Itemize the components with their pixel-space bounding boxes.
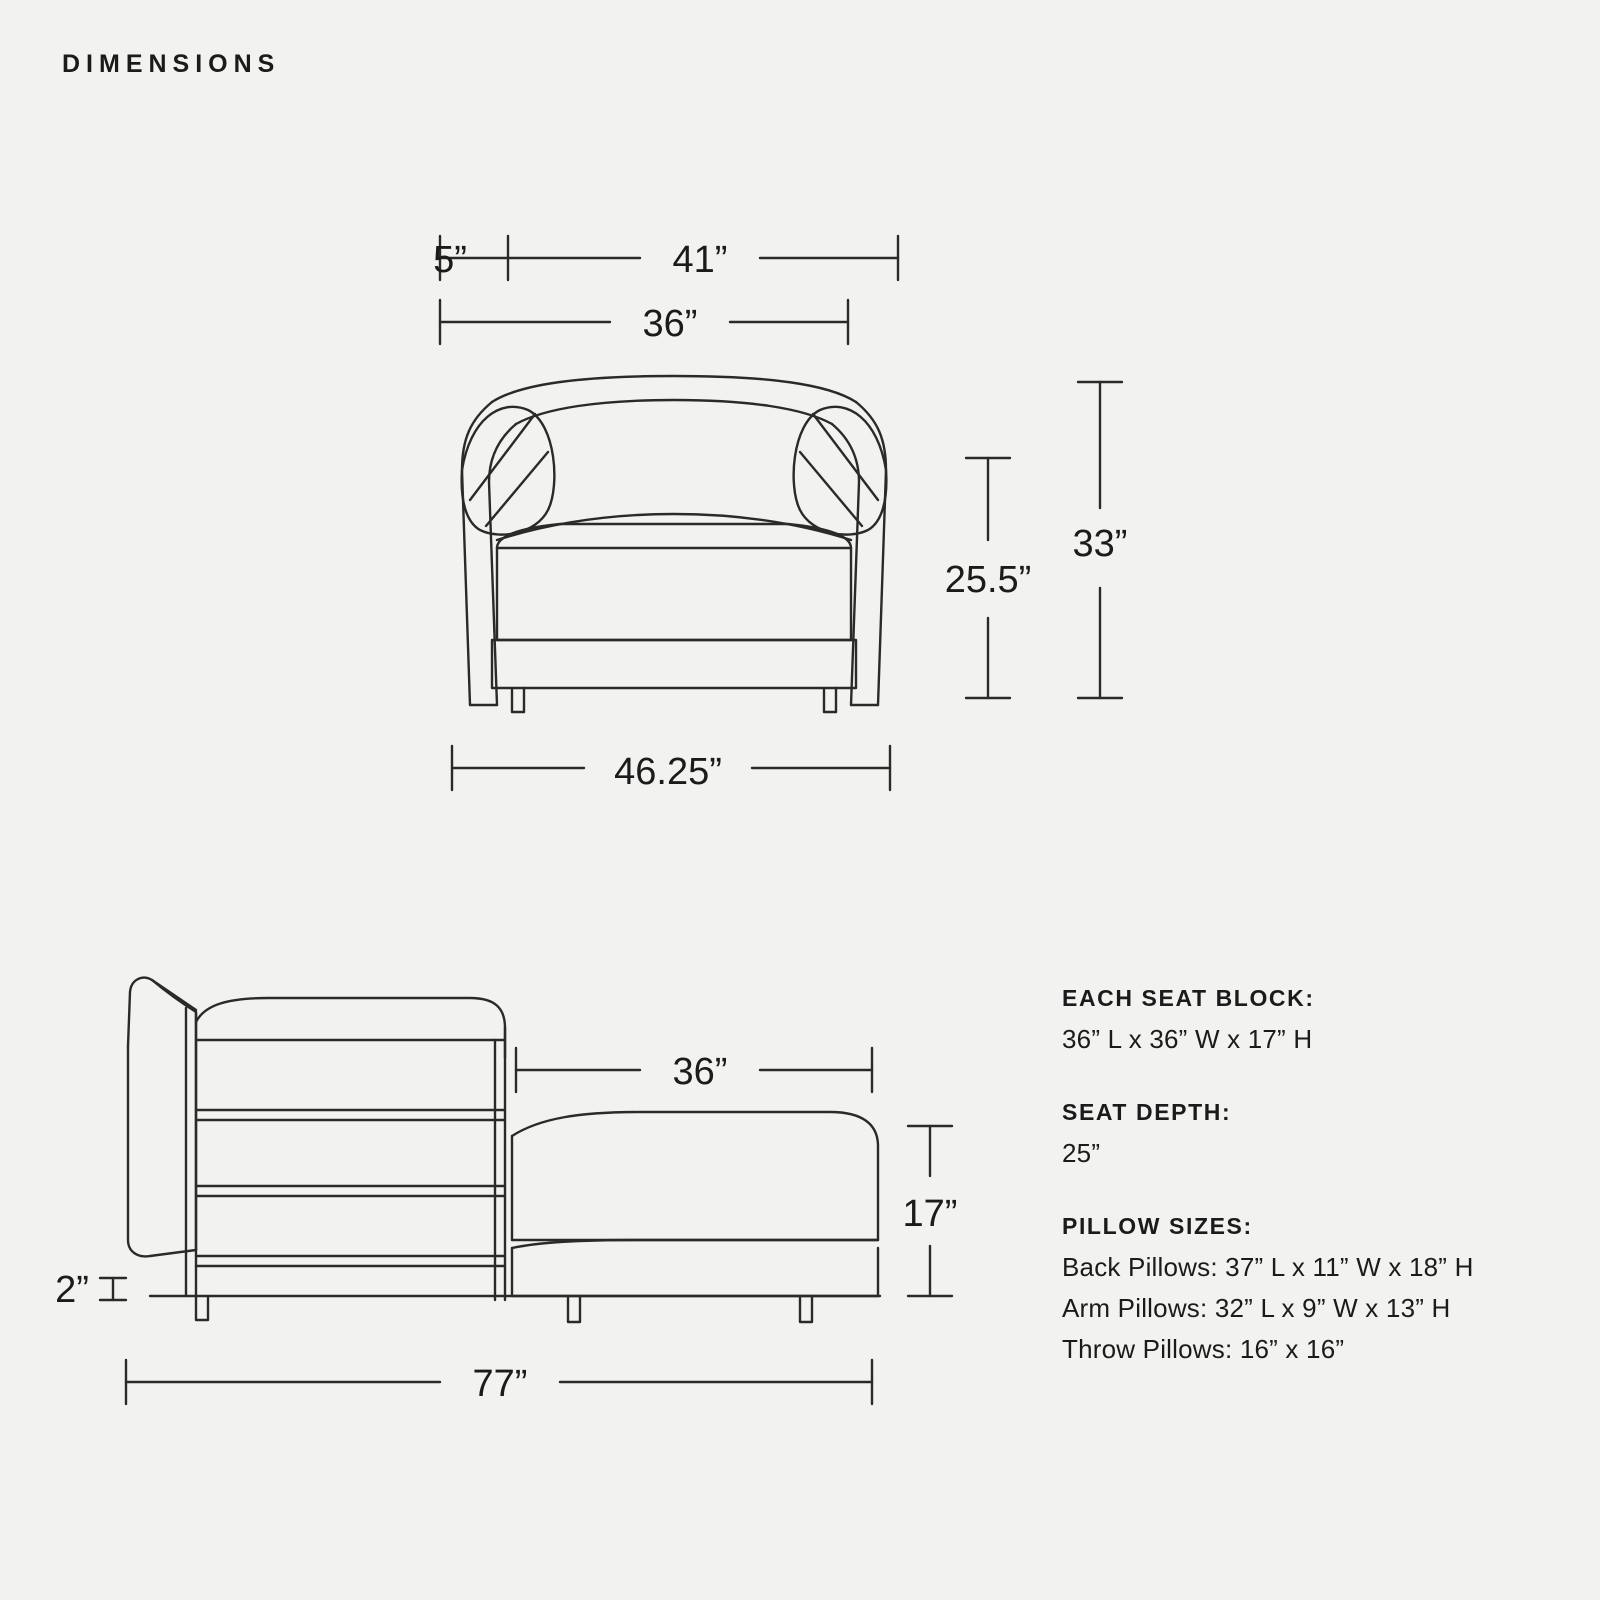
- front-dim-25-5-label: 25.5”: [944, 559, 1032, 601]
- front-dim-36-label: 36”: [642, 303, 698, 345]
- front-dim-41-label: 41”: [672, 239, 728, 281]
- note-seat-block-heading: EACH SEAT BLOCK:: [1062, 985, 1315, 1011]
- note-pillow-sizes-heading: PILLOW SIZES:: [1062, 1213, 1253, 1239]
- note-seat-block-line-1: 36” L x 36” W x 17” H: [1062, 1024, 1313, 1054]
- front-dim-33-label: 33”: [1072, 523, 1128, 565]
- front-dim-5-label: 5”: [433, 239, 467, 281]
- note-pillow-sizes: [1062, 1213, 1562, 1365]
- note-seat-depth-heading: SEAT DEPTH:: [1062, 1099, 1232, 1125]
- note-seat-depth: [1062, 1099, 1562, 1169]
- note-pillow-throw: Throw Pillows: 16” x 16”: [1062, 1334, 1345, 1364]
- front-dim-46-25-label: 46.25”: [614, 751, 722, 793]
- side-dim-17-label: 17”: [902, 1193, 958, 1235]
- note-pillow-back: Back Pillows: 37” L x 11” W x 18” H: [1062, 1252, 1474, 1282]
- page-title: DIMENSIONS: [62, 50, 281, 78]
- side-dim-36-label: 36”: [672, 1051, 728, 1093]
- note-seat-block: [1062, 985, 1562, 1055]
- note-seat-depth-line-1: 25”: [1062, 1138, 1101, 1168]
- note-pillow-arm: Arm Pillows: 32” L x 9” W x 13” H: [1062, 1293, 1451, 1323]
- front-view-chair-illustration: [462, 376, 887, 712]
- side-view-chair-illustration: [128, 978, 880, 1322]
- specs-notes: [1062, 985, 1562, 1375]
- side-dim-2-label: 2”: [55, 1269, 89, 1311]
- side-dim-77-label: 77”: [472, 1363, 528, 1405]
- side-dim-2-line: [100, 1278, 126, 1300]
